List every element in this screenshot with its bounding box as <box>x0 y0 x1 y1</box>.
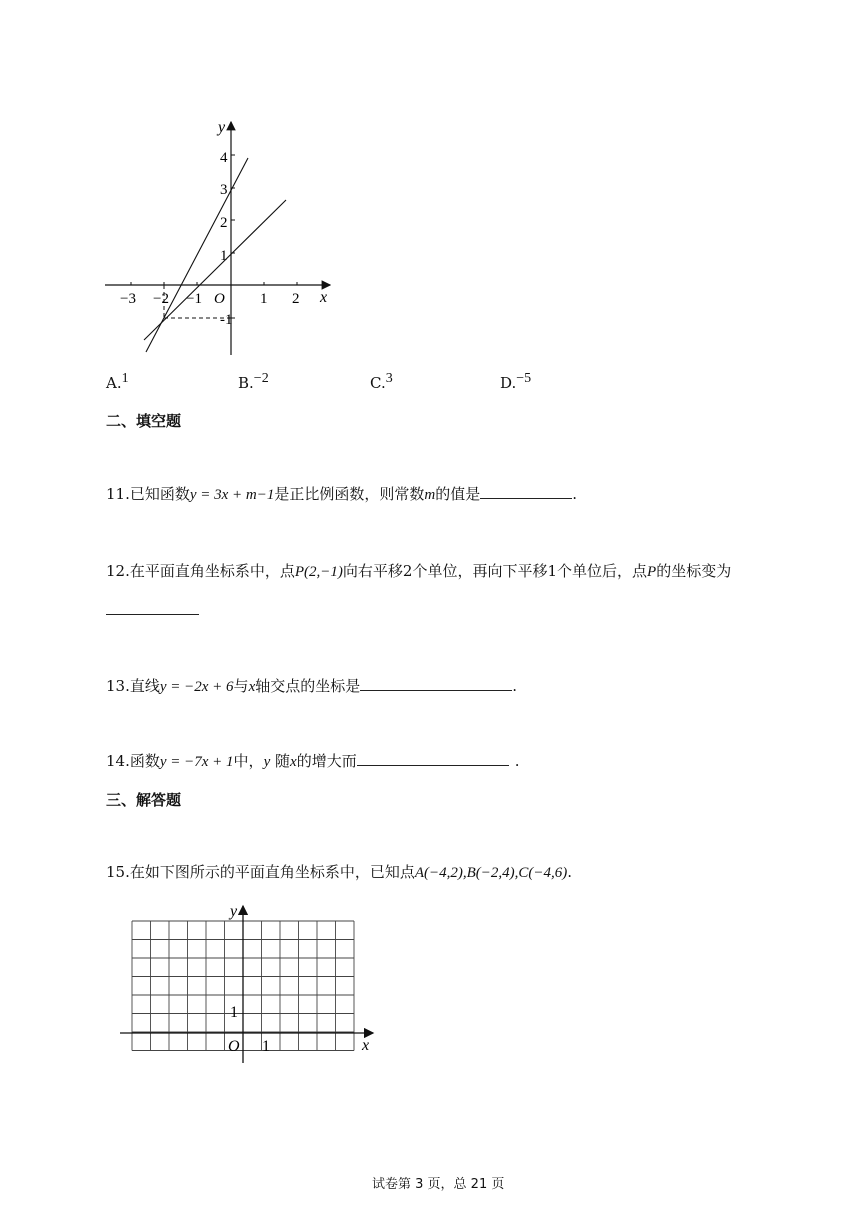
question-13: 13.直线y = −2x + 6与x轴交点的坐标是 . <box>106 677 518 695</box>
graph-x-label: x <box>320 289 328 306</box>
y-tick-3: 3 <box>220 182 228 198</box>
y-tick-2: 2 <box>220 215 228 231</box>
answer-blank-12[interactable] <box>106 614 199 615</box>
page-footer: 试卷第 3 页，总 21 页 <box>372 1177 505 1192</box>
x-tick-neg2: −2 <box>153 291 169 307</box>
grid-x-label: x <box>362 1037 370 1054</box>
question-15: 15.在如下图所示的平面直角坐标系中，已知点A(−4,2),B(−2,4),C(−4,6). <box>106 863 573 881</box>
option-c: C.3 <box>370 371 393 392</box>
x-tick-neg3: −3 <box>120 291 136 307</box>
question-14: 14.函数y = −7x + 1中，y 随x的增大而 . <box>106 752 520 770</box>
grid-tick-1-y: 1 <box>230 1004 238 1021</box>
option-d: D.−5 <box>500 371 532 392</box>
grid-tick-1-x: 1 <box>262 1038 270 1055</box>
answer-blank-14[interactable] <box>357 751 509 766</box>
section-fill-in-heading: 二、填空题 <box>106 412 182 430</box>
x-tick-1: 1 <box>260 291 268 307</box>
section-answer-heading: 三、解答题 <box>106 791 182 809</box>
answer-blank-11[interactable] <box>480 484 572 499</box>
grid-origin-label: O <box>228 1038 240 1055</box>
coordinate-grid <box>118 900 383 1065</box>
option-b: B.−2 <box>238 371 269 392</box>
y-tick-1: 1 <box>220 248 228 264</box>
graph-origin-label: O <box>214 291 225 307</box>
question-11: 11.已知函数y = 3x + m−1是正比例函数，则常数m的值是 . <box>106 485 578 503</box>
x-tick-2: 2 <box>292 291 300 307</box>
graph-y-label: y <box>218 119 226 136</box>
answer-blank-13[interactable] <box>360 676 512 691</box>
y-tick-4: 4 <box>220 150 228 166</box>
x-tick-neg1: −1 <box>186 291 202 307</box>
linear-functions-graph <box>100 110 340 360</box>
option-a: A.1 <box>106 371 129 392</box>
grid-y-label: y <box>230 903 238 920</box>
y-tick-neg1: -1 <box>220 312 233 328</box>
question-12: 12.在平面直角坐标系中，点P(2,−1)向右平移2个单位，再向下平移1个单位后，点P的坐标变为 <box>106 562 732 580</box>
